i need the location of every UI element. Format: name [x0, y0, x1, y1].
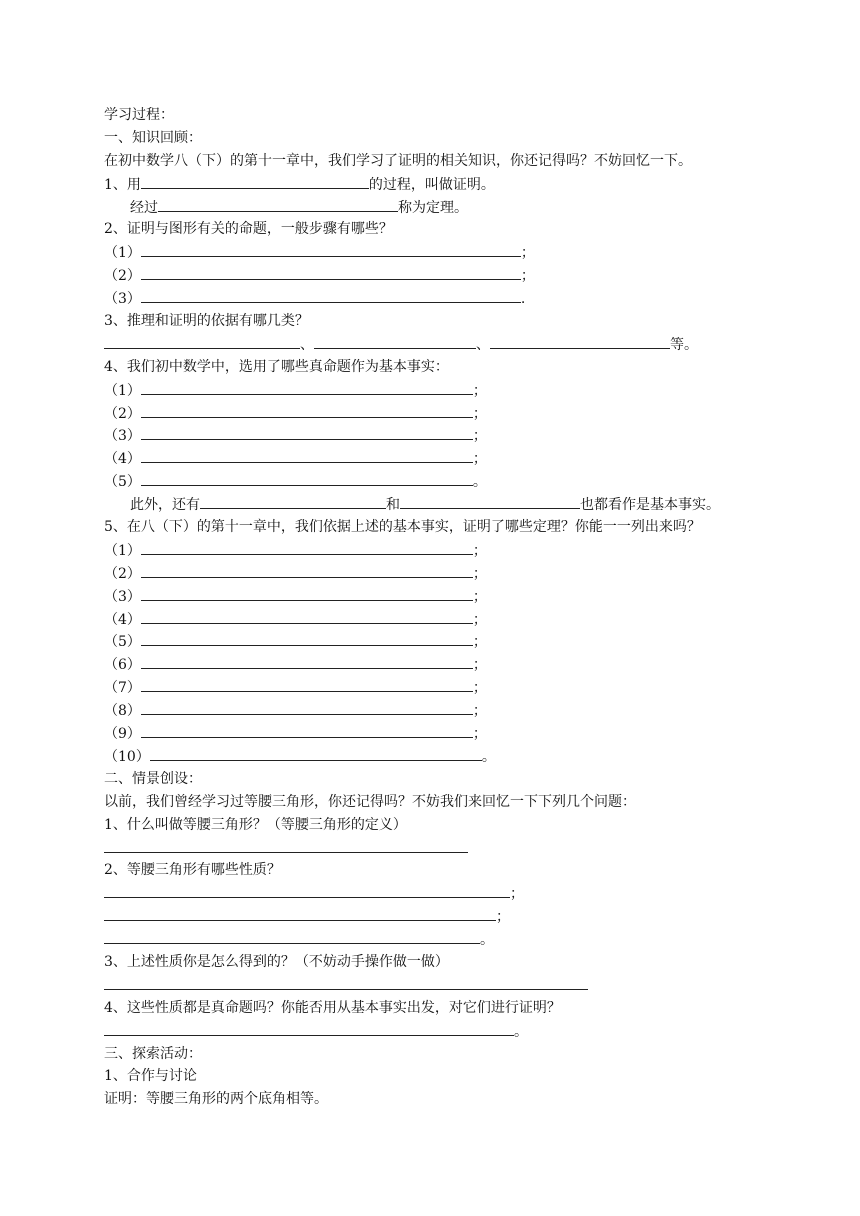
q5-item — [104, 676, 804, 699]
section-3-heading: 三、探索活动： — [104, 1045, 202, 1062]
item-end: . — [520, 291, 526, 308]
answer-blank[interactable] — [141, 676, 473, 692]
item-number: （1） — [104, 382, 141, 399]
answer-blank[interactable] — [104, 333, 300, 349]
answer-end: 。 — [514, 1023, 528, 1040]
item-number: （5） — [104, 474, 141, 491]
s2-q2-answer — [104, 905, 804, 928]
answer-blank[interactable] — [141, 173, 369, 189]
answer-end: ； — [496, 909, 510, 926]
answer-blank[interactable] — [141, 264, 521, 280]
answer-blank[interactable] — [104, 905, 496, 921]
q2-question: 2、证明与图形有关的命题，一般步骤有哪些？ — [104, 221, 393, 238]
item-end: 。 — [472, 474, 487, 491]
item-end: ； — [472, 565, 487, 582]
separator: 、 — [300, 336, 314, 353]
item-number: （3） — [104, 588, 141, 605]
item-number: （2） — [104, 405, 141, 422]
s2-q4: 4、这些性质都是真命题吗？你能否用从基本事实出发，对它们进行证明？ — [104, 999, 561, 1016]
item-end: ； — [472, 382, 487, 399]
q5-item — [104, 745, 804, 768]
item-end: ； — [520, 245, 535, 262]
item-number: （10） — [104, 748, 150, 765]
item-number: （9） — [104, 726, 141, 743]
answer-blank[interactable] — [141, 722, 473, 738]
item-end: ； — [472, 634, 487, 651]
answer-blank[interactable] — [141, 287, 521, 303]
item-number: （5） — [104, 634, 141, 651]
item-number: （2） — [104, 565, 141, 582]
q4-item — [104, 379, 804, 402]
item-end: ； — [472, 680, 487, 697]
s2-q2-answer — [104, 928, 804, 951]
q5-item — [104, 585, 804, 608]
q4-also-post: 也都看作是基本事实。 — [580, 497, 720, 514]
item-end: ； — [472, 451, 487, 468]
section-1-heading: 一、知识回顾： — [104, 129, 202, 146]
q2-item — [104, 287, 804, 310]
q3-end: 等。 — [670, 336, 698, 353]
q3-answers — [104, 333, 804, 356]
s3-subheading: 1、合作与讨论 — [104, 1068, 197, 1085]
item-number: （7） — [104, 680, 141, 697]
q5-item — [104, 539, 804, 562]
answer-blank[interactable] — [141, 699, 473, 715]
q5-item — [104, 722, 804, 745]
item-number: （3） — [104, 428, 141, 445]
section-2-heading: 二、情景创设： — [104, 770, 202, 787]
q5-item — [104, 653, 804, 676]
answer-blank[interactable] — [141, 539, 473, 555]
q5-question: 5、在八（下）的第十一章中，我们依据上述的基本事实，证明了哪些定理？你能一一列出来吗？ — [104, 519, 701, 536]
item-number: （4） — [104, 611, 141, 628]
q5-item — [104, 608, 804, 631]
item-number: （1） — [104, 542, 141, 559]
q1-pre: 1、用 — [104, 176, 141, 193]
q1b-pre: 经过 — [130, 199, 158, 216]
q5-item — [104, 630, 804, 653]
item-end: 。 — [481, 748, 496, 765]
q1-theorem-definition — [104, 196, 804, 219]
answer-blank[interactable] — [158, 196, 398, 212]
item-number: （8） — [104, 703, 141, 720]
item-end: ； — [472, 611, 487, 628]
q1b-post: 称为定理。 — [398, 199, 468, 216]
q4-item — [104, 447, 804, 470]
page-title: 学习过程： — [104, 107, 174, 123]
section-2-intro: 以前，我们曾经学习过等腰三角形，你还记得吗？不妨我们来回忆一下下列几个问题： — [104, 793, 636, 810]
s2-q3: 3、上述性质你是怎么得到的？（不妨动手操作做一做） — [104, 953, 449, 970]
answer-blank[interactable] — [141, 447, 473, 463]
answer-blank[interactable] — [141, 470, 473, 486]
item-number: （3） — [104, 291, 141, 308]
answer-blank[interactable] — [141, 653, 473, 669]
item-end: ； — [472, 703, 487, 720]
s2-q2-answer — [104, 882, 804, 905]
answer-end: ； — [510, 886, 524, 903]
item-end: ； — [520, 268, 535, 285]
item-end: ； — [472, 657, 487, 674]
answer-blank[interactable] — [104, 974, 588, 990]
answer-end: 。 — [480, 932, 494, 949]
q4-item — [104, 424, 804, 447]
item-end: ； — [472, 542, 487, 559]
s2-q1: 1、什么叫做等腰三角形？（等腰三角形的定义） — [104, 816, 407, 833]
q1-proof-definition — [104, 173, 804, 196]
answer-blank[interactable] — [141, 562, 473, 578]
answer-blank[interactable] — [141, 402, 473, 418]
item-number: （4） — [104, 451, 141, 468]
item-number: （2） — [104, 268, 141, 285]
answer-blank[interactable] — [104, 928, 480, 944]
item-end: ； — [472, 428, 487, 445]
answer-blank[interactable] — [104, 882, 510, 898]
q3-question: 3、推理和证明的依据有哪几类？ — [104, 313, 309, 330]
answer-blank[interactable] — [141, 424, 473, 440]
q4-also-pre: 此外，还有 — [130, 497, 200, 514]
answer-blank[interactable] — [141, 608, 473, 624]
answer-blank[interactable] — [400, 493, 580, 509]
s2-q1-answer — [104, 837, 804, 860]
s2-q2: 2、等腰三角形有哪些性质？ — [104, 862, 281, 879]
item-end: ； — [472, 588, 487, 605]
answer-blank[interactable] — [150, 745, 482, 761]
answer-blank[interactable] — [490, 333, 670, 349]
answer-blank[interactable] — [200, 493, 386, 509]
q2-item — [104, 264, 804, 287]
item-number: （6） — [104, 657, 141, 674]
q4-also — [104, 493, 804, 516]
q1-post: 的过程，叫做证明。 — [368, 176, 495, 193]
q4-item — [104, 470, 804, 493]
q4-item — [104, 402, 804, 425]
q4-question: 4、我们初中数学中，选用了哪些真命题作为基本事实： — [104, 358, 449, 375]
q5-item — [104, 562, 804, 585]
item-end: ； — [472, 405, 487, 422]
answer-blank[interactable] — [141, 241, 521, 257]
answer-blank[interactable] — [141, 630, 473, 646]
answer-blank[interactable] — [104, 837, 468, 853]
item-end: ； — [472, 726, 487, 743]
s2-q3-answer — [104, 974, 804, 997]
answer-blank[interactable] — [141, 379, 473, 395]
separator: 、 — [476, 336, 490, 353]
section-1-intro: 在初中数学八（下）的第十一章中，我们学习了证明的相关知识，你还记得吗？不妨回忆一下。 — [104, 152, 692, 169]
worksheet — [104, 104, 804, 1111]
s2-q4-answer — [104, 1020, 804, 1043]
answer-blank[interactable] — [141, 585, 473, 601]
item-number: （1） — [104, 245, 141, 262]
q5-item — [104, 699, 804, 722]
answer-blank[interactable] — [104, 1020, 514, 1036]
q2-item — [104, 241, 804, 264]
s3-proof-task: 证明：等腰三角形的两个底角相等。 — [104, 1091, 328, 1108]
q4-also-mid: 和 — [386, 497, 400, 514]
answer-blank[interactable] — [314, 333, 476, 349]
